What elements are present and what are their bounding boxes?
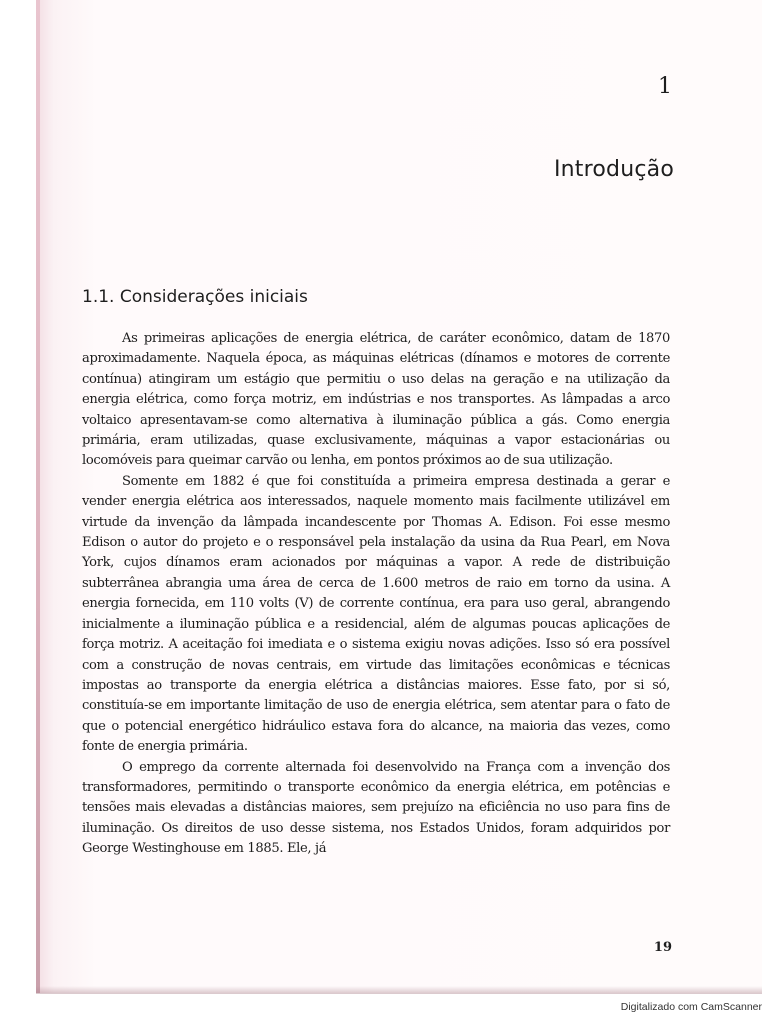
paragraph: Somente em 1882 é que foi constituída a primeira empresa destinada a gerar e vender energia elétrica aos interessados, naquele momento mais facilmente utilizável em virtude da invenção da lâmpada incandescente por Thomas A. Edison. Foi esse mesmo Edison o autor do projeto e o responsável pela instalação da usina da Rua Pearl, em Nova York, cujos dínamos eram acionados por máquinas a vapor. A rede de distribuição subterrânea abrangia uma área de cerca de 1.600 metros de raio em torno da usina. A energia fornecida, em 110 volts (V) de corrente contínua, era para uso geral, abrangendo inicialmente a iluminação pública e a residencial, além de algumas poucas aplicações de força motriz. A aceitação foi imediata e o sistema exigiu novas adições. Isso só era possível com a construção de novas centrais, em virtude das limitações econômicas e técnicas impostas ao transporte da energia elétrica a distâncias maiores. Esse fato, por si só, constituía-se em importante limitação de uso de energia elétrica, sem atentar para o fato de que o potencial energético hidráulico estava fora do alcance, na maioria das vezes, como fonte de energia primária. — [82, 473, 670, 755]
paragraph: O emprego da corrente alternada foi desenvolvido na França com a invenção dos transformadores, permitindo o transporte econômico da energia elétrica, em potências e tensões mais elevadas a distâncias maiores, sem prejuízo na eficiência no uso para fins de iluminação. Os direitos de uso desse sistema, nos Estados Unidos, foram adquiridos por George Westinghouse em 1885. Ele, já — [82, 759, 670, 857]
chapter-number: 1 — [658, 74, 672, 99]
page-number: 19 — [653, 940, 672, 955]
page-binding-edge — [36, 0, 40, 993]
scanner-watermark: Digitalizado com CamScanner — [620, 1001, 762, 1013]
chapter-title: Introdução — [553, 157, 674, 182]
section-heading: 1.1. Considerações iniciais — [82, 287, 308, 307]
page-bottom-shadow — [36, 986, 762, 994]
paragraph: As primeiras aplicações de energia elétrica, de caráter econômico, datam de 1870 aproximadamente. Naquela época, as máquinas elétricas (dínamos e motores de corrente contínua) atingiram um estágio que permitiu o uso delas na geração e na utilização da energia elétrica, como força motriz, em indústrias e nos transportes. As lâmpadas a arco voltaico apresentavam-se como alternativa à iluminação pública a gás. Como energia primária, eram utilizadas, quase exclusivamente, máquinas a vapor estacionárias ou locomóveis para queimar carvão ou lenha, em pontos próximos ao de sua utilização. — [82, 331, 670, 469]
body-text — [82, 329, 670, 860]
